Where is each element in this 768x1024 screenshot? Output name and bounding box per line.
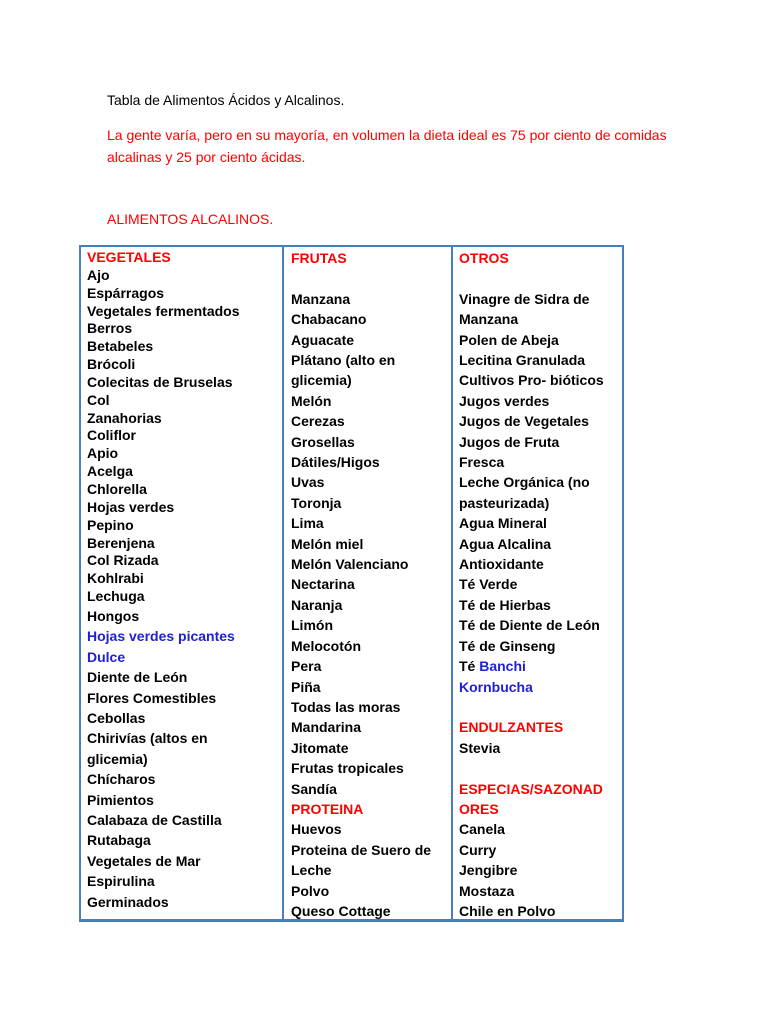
list-item: Chile en Polvo: [459, 902, 556, 919]
alkaline-foods-table: [79, 245, 624, 922]
list-item: Sandía: [291, 780, 337, 797]
list-item: Kohlrabi: [87, 570, 144, 587]
list-item: Chabacano: [291, 311, 367, 328]
list-item: Flores Comestibles: [87, 689, 217, 706]
list-item: Apio: [87, 445, 119, 462]
list-item: Betabeles: [87, 338, 154, 355]
list-item: Polvo: [291, 882, 330, 899]
list-item: Hojas verdes: [87, 498, 175, 515]
list-item: Fresca: [459, 454, 505, 471]
list-item: Pera: [291, 658, 322, 675]
list-item: Polen de Abeja: [459, 331, 559, 348]
frutas-header: FRUTAS: [291, 250, 347, 266]
otros-header: OTROS: [459, 250, 509, 266]
list-item: Vegetales fermentados: [87, 302, 240, 319]
list-item: Manzana: [291, 290, 351, 307]
list-item: Chícharos: [87, 771, 156, 788]
frutas-column: [284, 247, 453, 919]
list-item: Canela: [459, 821, 505, 838]
list-item: Leche Orgánica (no: [459, 474, 590, 491]
endulzantes-header: ENDULZANTES: [459, 719, 564, 736]
list-item: Dulce: [87, 648, 126, 665]
list-item: Piña: [291, 678, 321, 695]
list-item: Melón: [291, 392, 332, 409]
list-item: Huevos: [291, 821, 342, 838]
list-item: Naranja: [291, 596, 343, 613]
page-title: Tabla de Alimentos Ácidos y Alcalinos.: [107, 92, 345, 108]
list-item: Vinagre de Sidra de: [459, 290, 590, 307]
list-item: Mostaza: [459, 882, 515, 899]
list-item: Leche: [291, 862, 332, 879]
list-item: Germinados: [87, 893, 169, 910]
list-item: Jugos verdes: [459, 392, 550, 409]
list-item: Cebollas: [87, 709, 146, 726]
list-item: Agua Alcalina: [459, 535, 552, 552]
list-item: Brócoli: [87, 356, 136, 373]
list-item: Proteina de Suero de: [291, 841, 432, 858]
vegetales-header: VEGETALES: [87, 249, 171, 265]
list-item: Nectarina: [291, 576, 355, 593]
vegetales-column: [81, 247, 284, 919]
list-item: Col: [87, 391, 110, 408]
list-item: Lima: [291, 515, 324, 532]
list-item: glicemia): [87, 750, 148, 767]
list-item: Manzana: [459, 311, 519, 328]
list-item: Grosellas: [291, 433, 355, 450]
list-item: Todas las moras: [291, 698, 401, 715]
otros-column: [453, 247, 622, 919]
list-item: Vegetales de Mar: [87, 852, 201, 869]
list-item: Mandarina: [291, 719, 362, 736]
list-item: Jugos de Fruta: [459, 433, 560, 450]
list-item: Chirivías (altos en: [87, 730, 208, 747]
list-item: Antioxidante: [459, 556, 544, 573]
proteina-header: PROTEINA: [291, 800, 364, 817]
list-item: Frutas tropicales: [291, 760, 404, 777]
list-item: Rutabaga: [87, 832, 151, 849]
list-item: Curry: [459, 841, 497, 858]
list-item: Hojas verdes picantes: [87, 628, 235, 645]
list-item: pasteurizada): [459, 494, 550, 511]
list-item: Jugos de Vegetales: [459, 413, 589, 430]
list-item: Té de Hierbas: [459, 596, 551, 613]
list-item: Pepino: [87, 516, 134, 533]
section-title: ALIMENTOS ALCALINOS.: [107, 211, 274, 227]
list-item: Espárragos: [87, 284, 165, 301]
intro-paragraph: La gente varía, pero en su mayoría, en volumen la dieta ideal es 75 por ciento de comidas alcalinas y 25 por ciento ácidas.: [107, 127, 667, 165]
list-item: Melón Valenciano: [291, 556, 409, 573]
list-item: Té Verde: [459, 576, 518, 593]
list-item: Calabaza de Castilla: [87, 811, 222, 828]
list-item: Zanahorias: [87, 409, 162, 426]
list-item: Ajo: [87, 266, 110, 283]
list-item: Diente de León: [87, 669, 188, 686]
list-item: Dátiles/Higos: [291, 454, 380, 471]
list-item: Pimientos: [87, 791, 154, 808]
list-item: Té de Diente de León: [459, 617, 600, 634]
list-item: Jengibre: [459, 862, 518, 879]
list-item: Col Rizada: [87, 552, 159, 569]
list-item: Toronja: [291, 494, 342, 511]
especias-header-line2: ORES: [459, 800, 499, 817]
list-item: Espirulina: [87, 873, 155, 890]
list-item: Acelga: [87, 463, 133, 480]
list-item: Berros: [87, 320, 133, 337]
list-item: Lecitina Granulada: [459, 352, 586, 369]
list-item: Jitomate: [291, 739, 349, 756]
list-item: Uvas: [291, 474, 325, 491]
kornbucha-item: Kornbucha: [459, 678, 533, 695]
te-banchi-item: Té Banchi: [459, 658, 526, 675]
list-item: Aguacate: [291, 331, 355, 348]
list-item: Hongos: [87, 607, 140, 624]
list-item: Queso Cottage: [291, 902, 391, 919]
list-item: Melón miel: [291, 535, 364, 552]
list-item: Berenjena: [87, 534, 155, 551]
list-item: Melocotón: [291, 637, 361, 654]
especias-header-line1: ESPECIAS/SAZONAD: [459, 780, 603, 797]
list-item: Cerezas: [291, 413, 345, 430]
list-item: glicemia): [291, 372, 352, 389]
list-item: Colecitas de Bruselas: [87, 373, 233, 390]
list-item: Coliflor: [87, 427, 136, 444]
list-item: Plátano (alto en: [291, 352, 396, 369]
list-item: Cultivos Pro- bióticos: [459, 372, 604, 389]
list-item: Té de Ginseng: [459, 637, 556, 654]
list-item: Lechuga: [87, 588, 145, 605]
list-item: Limón: [291, 617, 333, 634]
list-item: Stevia: [459, 739, 501, 756]
list-item: Agua Mineral: [459, 515, 547, 532]
list-item: Chlorella: [87, 480, 147, 497]
